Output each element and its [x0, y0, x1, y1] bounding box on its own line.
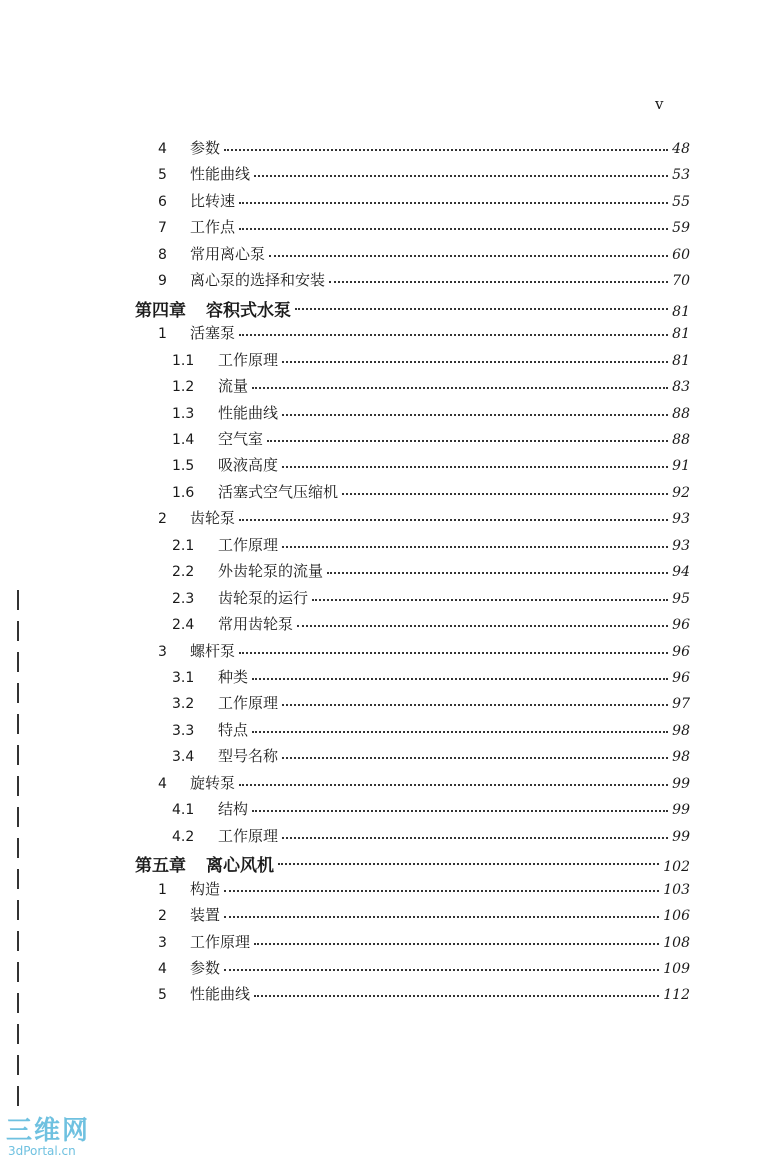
leader-dots	[239, 519, 668, 521]
section-number: 3.3	[172, 722, 195, 739]
section-number: 1.4	[172, 431, 195, 448]
toc-entry-row	[172, 375, 690, 397]
section-title: 工作原理	[218, 826, 279, 845]
page-reference: 92	[672, 484, 690, 501]
scan-margin-mark	[17, 621, 19, 641]
section-number: 4	[158, 141, 167, 157]
section-title: 齿轮泵	[190, 509, 236, 528]
page-reference: 106	[663, 908, 690, 925]
chapter-title: 容积式水泵	[206, 300, 291, 321]
toc-entry-row	[158, 137, 690, 159]
section-title: 工作原理	[218, 694, 279, 713]
toc-entry-row	[158, 322, 690, 344]
section-title: 齿轮泵的运行	[218, 588, 309, 607]
toc-entry-row	[158, 878, 690, 900]
section-title: 外齿轮泵的流量	[218, 562, 324, 581]
toc-entry-row	[172, 692, 690, 714]
leader-dots	[224, 890, 659, 892]
section-number: 1.2	[172, 379, 195, 396]
section-title: 性能曲线	[190, 165, 251, 184]
toc-entry-row	[158, 507, 690, 529]
scan-margin-mark	[17, 683, 19, 703]
toc-entry-row	[172, 402, 690, 424]
section-number: 4	[158, 960, 167, 977]
leader-dots	[252, 731, 668, 733]
section-title: 结构	[218, 800, 249, 819]
page-reference: 112	[663, 987, 690, 1004]
leader-dots	[282, 837, 668, 839]
toc-entry-row	[172, 428, 690, 450]
page-reference: 98	[672, 749, 690, 766]
leader-dots	[254, 995, 659, 997]
page-reference: 97	[672, 696, 690, 713]
page-reference: 91	[672, 458, 690, 475]
toc-chapter-row	[135, 851, 690, 877]
section-number: 3	[158, 934, 167, 951]
toc-entry-row	[158, 163, 690, 185]
page-number-roman: v	[655, 95, 664, 113]
section-title: 性能曲线	[190, 985, 251, 1004]
section-number: 8	[158, 246, 167, 263]
toc-entry-row	[172, 719, 690, 741]
section-title: 性能曲线	[218, 403, 279, 422]
toc-entry-row	[172, 349, 690, 371]
chapter-number: 第四章	[135, 300, 186, 321]
page-reference: 59	[672, 220, 690, 237]
section-title: 常用离心泵	[190, 244, 266, 263]
leader-dots	[282, 757, 668, 759]
section-number: 5	[158, 987, 167, 1004]
section-number: 1.6	[172, 484, 195, 501]
leader-dots	[297, 625, 668, 627]
section-title: 空气室	[218, 429, 264, 448]
watermark-url: 3dPortal.cn	[8, 1144, 76, 1158]
toc-entry-row	[172, 534, 690, 556]
section-number: 3.4	[172, 749, 195, 766]
page-reference: 98	[672, 722, 690, 739]
section-number: 1	[158, 326, 167, 343]
toc-entry-row	[158, 904, 690, 926]
leader-dots	[295, 308, 668, 310]
section-number: 1.3	[172, 405, 195, 422]
page-reference: 99	[672, 828, 690, 845]
leader-dots	[252, 678, 668, 680]
section-number: 2.4	[172, 617, 195, 634]
toc-entry-row	[172, 745, 690, 767]
leader-dots	[312, 599, 668, 601]
leader-dots	[278, 863, 659, 865]
toc-entry-row	[172, 798, 690, 820]
leader-dots	[269, 255, 668, 257]
page-reference: 81	[672, 303, 690, 320]
section-number: 1.5	[172, 458, 195, 475]
section-title: 离心泵的选择和安装	[190, 271, 326, 290]
section-title: 参数	[190, 139, 221, 157]
leader-dots	[239, 228, 668, 230]
chapter-number: 第五章	[135, 856, 186, 877]
leader-dots	[342, 493, 668, 495]
scan-margin-mark	[17, 590, 19, 610]
section-title: 比转速	[190, 191, 236, 210]
leader-dots	[282, 704, 668, 706]
section-title: 参数	[190, 958, 221, 977]
toc-entry-row	[158, 269, 690, 291]
toc-entry-row	[158, 190, 690, 212]
leader-dots	[239, 202, 668, 204]
scan-margin-mark	[17, 807, 19, 827]
scan-margin-mark	[17, 838, 19, 858]
page-reference: 93	[672, 511, 690, 528]
scan-margin-mark	[17, 869, 19, 889]
page-reference: 70	[672, 273, 690, 290]
page-reference: 99	[672, 802, 690, 819]
page-reference: 81	[672, 326, 690, 343]
leader-dots	[239, 334, 668, 336]
section-title: 工作原理	[218, 535, 279, 554]
toc-entry-row	[158, 243, 690, 265]
page-reference: 108	[663, 934, 690, 951]
section-number: 3.1	[172, 670, 195, 686]
toc-chapter-row	[135, 296, 690, 321]
section-title: 工作原理	[218, 350, 279, 369]
leader-dots	[252, 810, 668, 812]
toc-entry-row	[158, 772, 690, 794]
page-reference: 93	[672, 537, 690, 554]
scan-margin-mark	[17, 962, 19, 982]
section-title: 流量	[218, 377, 249, 396]
toc-entry-row	[158, 957, 690, 979]
section-number: 2	[158, 511, 167, 528]
leader-dots	[254, 943, 659, 945]
section-title: 工作点	[190, 218, 236, 237]
leader-dots	[282, 466, 668, 468]
section-title: 构造	[190, 879, 221, 898]
section-title: 活塞泵	[190, 324, 236, 343]
scan-margin-mark	[17, 714, 19, 734]
section-number: 4.2	[172, 828, 195, 845]
toc-entry-row	[158, 931, 690, 953]
page-reference: 102	[663, 859, 690, 876]
scan-margin-mark	[17, 900, 19, 920]
toc-entry-row	[172, 613, 690, 635]
page-reference: 48	[672, 141, 690, 157]
toc-entry-row	[158, 983, 690, 1005]
site-watermark	[6, 1110, 106, 1160]
page-reference: 95	[672, 590, 690, 607]
leader-dots	[252, 387, 668, 389]
leader-dots	[282, 546, 668, 548]
section-title: 型号名称	[218, 747, 279, 766]
watermark-logo: 三维网	[6, 1116, 91, 1146]
page-reference: 81	[672, 352, 690, 369]
leader-dots	[239, 652, 668, 654]
leader-dots	[282, 361, 668, 363]
page-reference: 55	[672, 193, 690, 210]
section-number: 3.2	[172, 696, 195, 713]
page-reference: 103	[663, 881, 690, 898]
page-reference: 96	[672, 670, 690, 686]
section-number: 1.1	[172, 352, 195, 369]
scan-margin-mark	[17, 652, 19, 672]
section-number: 3	[158, 643, 167, 660]
toc-entry-row	[172, 560, 690, 582]
page-reference: 88	[672, 431, 690, 448]
toc-entry-row	[172, 587, 690, 609]
section-number: 4.1	[172, 802, 195, 819]
page-reference: 83	[672, 379, 690, 396]
section-number: 7	[158, 220, 167, 237]
leader-dots	[224, 149, 668, 151]
toc-entry-row	[158, 216, 690, 238]
section-number: 2.3	[172, 590, 195, 607]
section-title: 螺杆泵	[190, 641, 236, 660]
page-reference: 60	[672, 246, 690, 263]
scan-margin-mark	[17, 745, 19, 765]
scan-margin-mark	[17, 1055, 19, 1075]
section-number: 2.2	[172, 564, 195, 581]
section-number: 5	[158, 167, 167, 184]
section-number: 2	[158, 908, 167, 925]
section-title: 活塞式空气压缩机	[218, 482, 339, 501]
leader-dots	[224, 969, 659, 971]
section-title: 种类	[218, 668, 249, 686]
leader-dots	[224, 916, 659, 918]
scan-margin-mark	[17, 931, 19, 951]
scan-margin-mark	[17, 1024, 19, 1044]
toc-entry-row	[172, 481, 690, 503]
leader-dots	[329, 281, 668, 283]
section-number: 9	[158, 273, 167, 290]
leader-dots	[267, 440, 668, 442]
page-reference: 99	[672, 775, 690, 792]
section-number: 6	[158, 193, 167, 210]
scan-margin-mark	[17, 776, 19, 796]
page-reference: 96	[672, 617, 690, 634]
section-title: 装置	[190, 906, 221, 925]
toc-entry-row	[172, 454, 690, 476]
section-title: 吸液高度	[218, 456, 279, 475]
section-title: 特点	[218, 720, 249, 739]
toc-entry-row	[158, 640, 690, 662]
section-number: 4	[158, 775, 167, 792]
page-reference: 96	[672, 643, 690, 660]
toc-entry-row	[172, 825, 690, 847]
page-reference: 88	[672, 405, 690, 422]
section-number: 2.1	[172, 537, 195, 554]
scan-margin-mark	[17, 1086, 19, 1106]
leader-dots	[254, 175, 668, 177]
toc-entry-row	[172, 666, 690, 688]
section-title: 常用齿轮泵	[218, 615, 294, 634]
scan-margin-mark	[17, 993, 19, 1013]
leader-dots	[327, 572, 668, 574]
leader-dots	[239, 784, 668, 786]
chapter-title: 离心风机	[206, 856, 274, 877]
leader-dots	[282, 414, 668, 416]
page-reference: 109	[663, 960, 690, 977]
section-title: 工作原理	[190, 932, 251, 951]
section-number: 1	[158, 881, 167, 898]
section-title: 旋转泵	[190, 773, 236, 792]
page-reference: 53	[672, 167, 690, 184]
page-reference: 94	[672, 564, 690, 581]
